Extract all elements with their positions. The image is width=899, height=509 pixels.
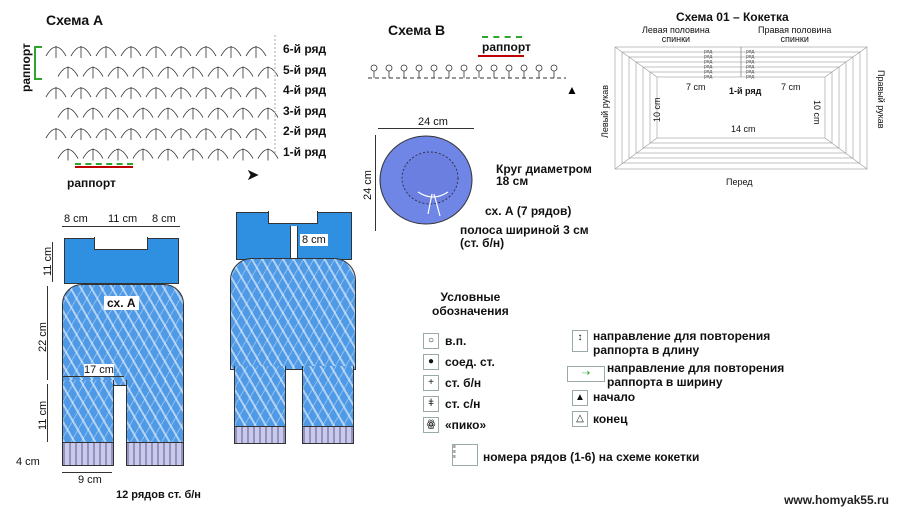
picot-loop	[506, 65, 512, 71]
repeat-label: раппорт	[482, 40, 531, 54]
legend-text: в.п.	[445, 334, 467, 348]
back-bib-notch	[268, 211, 318, 224]
hat-width-line	[378, 128, 474, 129]
site-url: www.homyak55.ru	[784, 493, 889, 507]
repeat-vertical-label: раппорт	[19, 43, 33, 92]
yoke-dim-7a: 7 cm	[686, 82, 706, 92]
legend-text: начало	[593, 390, 636, 404]
hat-brim-label: сх. А (7 рядов)	[485, 204, 572, 218]
repeat-bracket	[34, 46, 42, 80]
row-numbers-icon: ≡ ≡ ≡	[452, 444, 478, 466]
scheme-b-title: Схема В	[388, 22, 446, 38]
hat-height-line	[375, 135, 376, 231]
end-icon: △	[572, 411, 588, 427]
repeat-length-icon: ↕	[572, 330, 588, 352]
hat-circle-label: Круг диаметром 18 см	[496, 162, 592, 188]
legend-text: направление для повторения раппорта в длину	[593, 329, 771, 357]
row-mini: ряд	[746, 69, 755, 75]
legend-text: конец	[593, 412, 628, 426]
hat-shape	[378, 132, 488, 232]
chain-stitch-icon: ○	[423, 333, 439, 349]
back-cuff-left	[234, 426, 286, 444]
legend-text: номера рядов (1-6) на схеме кокетки	[483, 450, 700, 464]
row-mini: ряд	[746, 54, 755, 60]
dim-22: 22 cm	[37, 322, 49, 352]
back-leg-right	[302, 366, 354, 429]
yoke-dim-7b: 7 cm	[781, 82, 801, 92]
svg-text:▲: ▲	[566, 83, 578, 97]
dim-line-9	[62, 472, 112, 473]
hat-band-label: полоса шириной 3 см (ст. б/н)	[460, 223, 589, 250]
pants-leg-right	[126, 380, 184, 443]
right-sleeve-label: Правый рукав	[876, 70, 886, 129]
dim-8: 8 cm	[302, 234, 326, 246]
row-mini: ряд	[704, 59, 713, 65]
row-mini: ряд	[746, 64, 755, 70]
row-mini: ряд	[704, 74, 713, 80]
dim-top-left: 8 cm	[64, 213, 88, 225]
cuff-left	[62, 442, 114, 466]
row-label: 1-й ряд	[283, 144, 327, 159]
left-back-label: Левая половина спинки	[642, 25, 710, 44]
left-sleeve-label: Левый рукав	[600, 84, 610, 138]
picot-loop	[461, 65, 467, 71]
start-icon: ▲	[572, 390, 588, 406]
end-icon: ➤	[246, 167, 260, 184]
picot-loop	[386, 65, 392, 71]
repeat-bracket	[75, 166, 133, 172]
back-cuff-right	[302, 426, 354, 444]
dim-11b: 11 cm	[37, 400, 49, 430]
legend-title: Условные обозначения	[432, 290, 509, 318]
scheme-b-chart	[366, 56, 576, 96]
front-bib-notch	[94, 237, 148, 250]
front-label: Перед	[726, 177, 753, 187]
scheme-a-chart	[40, 30, 290, 165]
row-label: 4-й ряд	[283, 83, 327, 97]
cuff-right	[126, 442, 184, 466]
scheme-a-title: Схема А	[46, 12, 104, 28]
yoke-dim-10a: 10 cm	[652, 97, 662, 122]
cuff-note: 12 рядов ст. б/н	[116, 489, 201, 501]
back-leg-left	[234, 366, 286, 429]
pants-leg-left	[62, 380, 114, 443]
row-label: 2-й ряд	[283, 124, 327, 138]
row-mini: ряд	[704, 49, 713, 55]
back-body	[230, 258, 356, 370]
dim-17: 17 cm	[84, 364, 114, 376]
row-mini: ряд	[746, 59, 755, 65]
picot-loop	[491, 65, 497, 71]
dim-top-middle: 11 cm	[108, 213, 138, 225]
first-row-label: 1-й ряд	[729, 86, 762, 96]
yoke-dim-10b: 10 cm	[812, 100, 822, 125]
dim-top-right: 8 cm	[152, 213, 176, 225]
slip-stitch-icon: ●	[423, 354, 439, 370]
row-mini: ряд	[746, 74, 755, 80]
row-label: 6-й ряд	[283, 42, 327, 56]
picot-loop	[431, 65, 437, 71]
legend-text: «пико»	[445, 418, 487, 432]
legend-text: ст. б/н	[445, 376, 482, 390]
hat-height: 24 cm	[362, 170, 374, 200]
repeat-horizontal-arrow	[75, 163, 133, 165]
row-label: 5-й ряд	[283, 62, 327, 77]
yoke-title: Схема 01 – Кокетка	[676, 10, 789, 24]
scheme-a-rows	[283, 42, 333, 165]
picot-loop	[416, 65, 422, 71]
repeat-width-arrow	[482, 36, 522, 38]
dim-9: 9 cm	[78, 474, 102, 486]
legend-text: ст. с/н	[445, 397, 481, 411]
picot-loop	[446, 65, 452, 71]
picot-loop	[521, 65, 527, 71]
double-crochet-icon: ǂ	[423, 396, 439, 412]
repeat-width-icon: ⇢	[567, 366, 605, 382]
picot-loop	[551, 65, 557, 71]
dim-line-17	[62, 376, 124, 377]
picot-loop	[371, 65, 377, 71]
dim-11: 11 cm	[42, 246, 54, 276]
picot-loop	[536, 65, 542, 71]
hat-width: 24 cm	[418, 116, 448, 128]
row-mini: ряд	[746, 49, 755, 55]
picot-icon: ꙮ	[423, 417, 439, 433]
dim-line-top	[62, 226, 180, 227]
yoke-dim-14: 14 cm	[731, 124, 756, 134]
dim-4: 4 cm	[16, 456, 40, 468]
picot-loop	[401, 65, 407, 71]
row-mini: ряд	[704, 54, 713, 60]
yoke-row-numbers	[704, 50, 738, 80]
legend-text: направление для повторения раппорта в ширину	[607, 361, 785, 389]
picot-loop	[476, 65, 482, 71]
right-back-label: Правая половина спинки	[758, 25, 832, 44]
row-label: 3-й ряд	[283, 103, 327, 118]
yoke-row-numbers	[746, 50, 780, 80]
pattern-label: сх. А	[104, 296, 139, 310]
single-crochet-icon: +	[423, 375, 439, 391]
legend-text: соед. ст.	[445, 355, 495, 369]
row-mini: ряд	[704, 64, 713, 70]
row-mini: ряд	[704, 69, 713, 75]
repeat-label: раппорт	[67, 176, 116, 190]
back-bib-slit	[290, 226, 298, 258]
